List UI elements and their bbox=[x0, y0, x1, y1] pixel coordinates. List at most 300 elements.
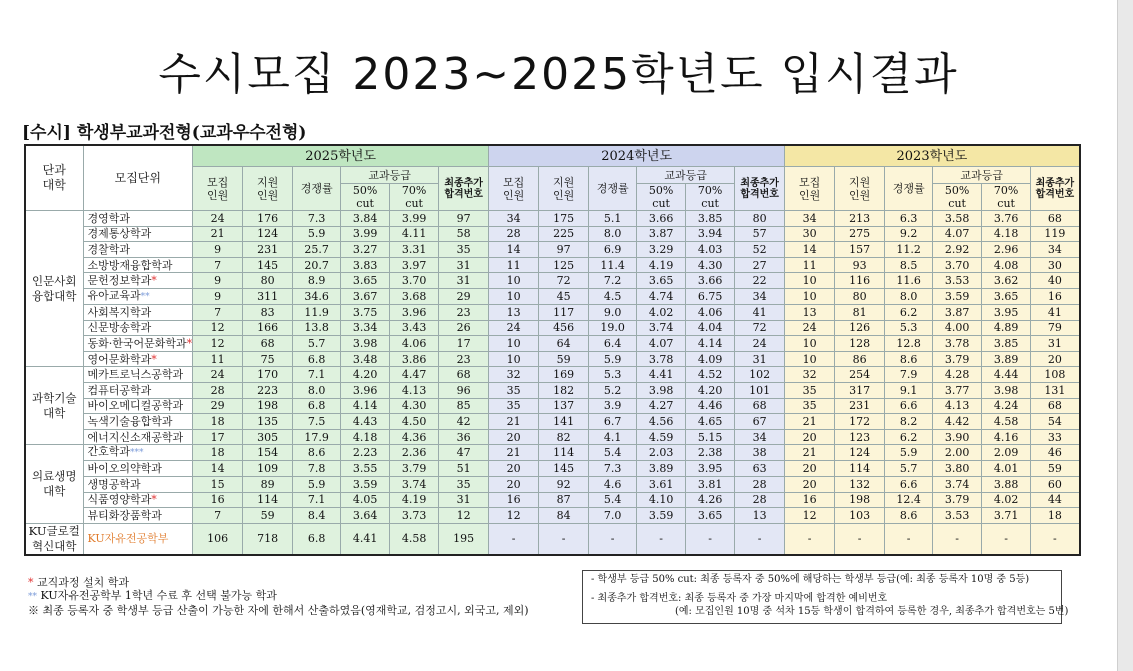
header-recruit-y23: 모집 인원 bbox=[785, 167, 835, 211]
cell-y24-ratio: 7.3 bbox=[589, 461, 637, 477]
cell-y25-ratio: 8.4 bbox=[293, 508, 341, 524]
cell-y25-ratio: 8.6 bbox=[293, 445, 341, 461]
header-2025: 2025학년도 bbox=[193, 145, 489, 167]
cell-y23-recruit: 30 bbox=[785, 226, 835, 242]
header-2023: 2023학년도 bbox=[785, 145, 1080, 167]
cell-y25-ratio: 20.7 bbox=[293, 257, 341, 273]
cell-y23-apply: 103 bbox=[835, 508, 885, 524]
table-row bbox=[25, 304, 1080, 320]
header-apply-y24: 지원 인원 bbox=[539, 167, 589, 211]
cell-y23-cut50: 4.42 bbox=[933, 414, 982, 430]
cell-y23-apply: 126 bbox=[835, 320, 885, 336]
footnote-free-major: ** KU자유전공학부 1학년 수료 후 선택 불가능 학과 bbox=[28, 589, 277, 602]
cell-y23-ratio: 5.3 bbox=[885, 320, 933, 336]
header-ratio-y25: 경쟁률 bbox=[293, 167, 341, 211]
header-apply-y23: 지원 인원 bbox=[835, 167, 885, 211]
cell-y25-final: 35 bbox=[439, 242, 489, 258]
unit-name: 경영학과 bbox=[83, 211, 193, 227]
cell-y25-final: 47 bbox=[439, 445, 489, 461]
cell-y25-final: 42 bbox=[439, 414, 489, 430]
cell-y25-cut50: 3.65 bbox=[341, 273, 390, 289]
cell-y24-cut70: 4.06 bbox=[686, 304, 735, 320]
cell-y23-cut50: 3.79 bbox=[933, 351, 982, 367]
cell-y23-final: 131 bbox=[1031, 382, 1080, 398]
cell-y23-ratio: 8.5 bbox=[885, 257, 933, 273]
cell-y25-apply: 718 bbox=[243, 523, 293, 555]
cell-y23-recruit: 10 bbox=[785, 336, 835, 352]
cell-y23-recruit: 13 bbox=[785, 304, 835, 320]
cell-y24-final: 13 bbox=[735, 508, 785, 524]
cell-y24-cut50: 3.66 bbox=[637, 211, 686, 227]
cell-y25-apply: 109 bbox=[243, 461, 293, 477]
cell-y23-cut50: 3.90 bbox=[933, 429, 982, 445]
cell-y24-ratio: 5.1 bbox=[589, 211, 637, 227]
cell-y25-recruit: 7 bbox=[193, 304, 243, 320]
unit-name: 메카트로닉스공학과 bbox=[83, 367, 193, 383]
cell-y25-cut70: 4.36 bbox=[390, 429, 439, 445]
cell-y23-cut70: 4.18 bbox=[982, 226, 1031, 242]
cell-y25-cut50: 4.14 bbox=[341, 398, 390, 414]
cell-y23-cut50: - bbox=[933, 523, 982, 555]
cell-y25-apply: 198 bbox=[243, 398, 293, 414]
cell-y24-apply: 84 bbox=[539, 508, 589, 524]
cell-y25-apply: 223 bbox=[243, 382, 293, 398]
cell-y23-ratio: 9.2 bbox=[885, 226, 933, 242]
cell-y24-apply: 117 bbox=[539, 304, 589, 320]
cell-y24-cut70: 4.30 bbox=[686, 257, 735, 273]
table-row bbox=[25, 429, 1080, 445]
cell-y25-ratio: 34.6 bbox=[293, 288, 341, 304]
cell-y23-recruit: 12 bbox=[785, 508, 835, 524]
cell-y25-final: 17 bbox=[439, 336, 489, 352]
cell-y25-recruit: 106 bbox=[193, 523, 243, 555]
cell-y23-ratio: 7.9 bbox=[885, 367, 933, 383]
cell-y25-cut70: 4.30 bbox=[390, 398, 439, 414]
definition-example: (예: 모집인원 10명 중 석차 15등 학생이 합격하여 등록한 경우, 최종추가 합격번호는 5번) bbox=[675, 606, 1069, 617]
cell-y23-final: 60 bbox=[1031, 476, 1080, 492]
section-subtitle: [수시] 학생부교과전형(교과우수전형) bbox=[22, 123, 307, 143]
cell-y23-cut70: 3.71 bbox=[982, 508, 1031, 524]
cell-y25-final: 195 bbox=[439, 523, 489, 555]
cell-y25-cut50: 3.84 bbox=[341, 211, 390, 227]
cell-y25-recruit: 9 bbox=[193, 273, 243, 289]
cell-y23-cut70: 4.02 bbox=[982, 492, 1031, 508]
unit-name: 컴퓨터공학과 bbox=[83, 382, 193, 398]
cell-y25-apply: 145 bbox=[243, 257, 293, 273]
cell-y23-cut70: 2.96 bbox=[982, 242, 1031, 258]
cell-y25-recruit: 12 bbox=[193, 320, 243, 336]
cell-y25-cut70: 3.68 bbox=[390, 288, 439, 304]
table-row bbox=[25, 414, 1080, 430]
cell-y24-cut70: 3.66 bbox=[686, 273, 735, 289]
cell-y24-recruit: 14 bbox=[489, 242, 539, 258]
cell-y23-apply: 128 bbox=[835, 336, 885, 352]
cell-y23-cut50: 3.58 bbox=[933, 211, 982, 227]
cell-y23-cut70: 4.24 bbox=[982, 398, 1031, 414]
cell-y24-cut70: 2.38 bbox=[686, 445, 735, 461]
cell-y23-ratio: 8.6 bbox=[885, 508, 933, 524]
cell-y24-cut70: 3.95 bbox=[686, 461, 735, 477]
cell-y25-cut50: 3.83 bbox=[341, 257, 390, 273]
cell-y23-cut50: 4.07 bbox=[933, 226, 982, 242]
cell-y24-cut70: 4.65 bbox=[686, 414, 735, 430]
cell-y25-cut70: 4.11 bbox=[390, 226, 439, 242]
cell-y25-ratio: 11.9 bbox=[293, 304, 341, 320]
cell-y25-apply: 176 bbox=[243, 211, 293, 227]
cell-y24-ratio: 6.7 bbox=[589, 414, 637, 430]
cell-y23-ratio: 6.2 bbox=[885, 429, 933, 445]
table-row bbox=[25, 257, 1080, 273]
cell-y23-cut50: 2.00 bbox=[933, 445, 982, 461]
cell-y25-ratio: 13.8 bbox=[293, 320, 341, 336]
cell-y25-final: 35 bbox=[439, 476, 489, 492]
table-row bbox=[25, 508, 1080, 524]
cell-y25-cut50: 3.67 bbox=[341, 288, 390, 304]
cell-y23-ratio: 11.6 bbox=[885, 273, 933, 289]
cell-y24-cut70: 4.14 bbox=[686, 336, 735, 352]
cell-y24-apply: 225 bbox=[539, 226, 589, 242]
cell-y23-recruit: - bbox=[785, 523, 835, 555]
cell-y23-ratio: 9.1 bbox=[885, 382, 933, 398]
cell-y23-apply: - bbox=[835, 523, 885, 555]
unit-name: 식품영양학과* bbox=[83, 492, 193, 508]
cell-y23-cut50: 4.28 bbox=[933, 367, 982, 383]
cell-y25-recruit: 24 bbox=[193, 211, 243, 227]
cell-y24-cut50: 4.07 bbox=[637, 336, 686, 352]
cell-y24-cut50: 4.74 bbox=[637, 288, 686, 304]
cell-y25-apply: 114 bbox=[243, 492, 293, 508]
cell-y23-cut70: - bbox=[982, 523, 1031, 555]
cell-y23-cut50: 4.13 bbox=[933, 398, 982, 414]
cell-y24-cut50: 2.03 bbox=[637, 445, 686, 461]
cell-y25-final: 58 bbox=[439, 226, 489, 242]
cell-y24-recruit: 21 bbox=[489, 414, 539, 430]
college-name: 의료생명 대학 bbox=[25, 445, 83, 523]
cell-y24-recruit: 34 bbox=[489, 211, 539, 227]
cell-y23-final: 79 bbox=[1031, 320, 1080, 336]
cell-y25-final: 97 bbox=[439, 211, 489, 227]
cell-y24-ratio: 7.0 bbox=[589, 508, 637, 524]
cell-y23-cut70: 4.44 bbox=[982, 367, 1031, 383]
unit-name: 간호학과*** bbox=[83, 445, 193, 461]
cell-y23-final: 108 bbox=[1031, 367, 1080, 383]
unit-name: KU자유전공학부 bbox=[83, 523, 193, 555]
cell-y23-cut70: 3.95 bbox=[982, 304, 1031, 320]
cell-y24-apply: 145 bbox=[539, 461, 589, 477]
cell-y23-ratio: 8.2 bbox=[885, 414, 933, 430]
cell-y25-apply: 89 bbox=[243, 476, 293, 492]
unit-name: 영어문화학과* bbox=[83, 351, 193, 367]
cell-y24-apply: 182 bbox=[539, 382, 589, 398]
table-row bbox=[25, 242, 1080, 258]
cell-y24-recruit: 21 bbox=[489, 445, 539, 461]
cell-y23-cut50: 3.79 bbox=[933, 492, 982, 508]
unit-mark: * bbox=[151, 352, 157, 366]
cell-y23-cut70: 3.98 bbox=[982, 382, 1031, 398]
cell-y23-recruit: 32 bbox=[785, 367, 835, 383]
cell-y24-final: 102 bbox=[735, 367, 785, 383]
cell-y24-final: 28 bbox=[735, 492, 785, 508]
cell-y25-recruit: 15 bbox=[193, 476, 243, 492]
cell-y25-cut50: 2.23 bbox=[341, 445, 390, 461]
cell-y24-recruit: 10 bbox=[489, 336, 539, 352]
page-title: 수시모집 2023~2025학년도 입시결과 bbox=[158, 49, 959, 100]
cell-y25-cut70: 4.58 bbox=[390, 523, 439, 555]
cell-y24-cut70: 4.04 bbox=[686, 320, 735, 336]
footnotes bbox=[28, 576, 529, 617]
cell-y25-ratio: 7.1 bbox=[293, 367, 341, 383]
cell-y23-apply: 157 bbox=[835, 242, 885, 258]
cell-y24-final: 80 bbox=[735, 211, 785, 227]
table-row bbox=[25, 398, 1080, 414]
unit-name: 바이오메디컬공학과 bbox=[83, 398, 193, 414]
header-2024: 2024학년도 bbox=[489, 145, 785, 167]
cell-y25-ratio: 17.9 bbox=[293, 429, 341, 445]
cell-y24-cut70: 4.26 bbox=[686, 492, 735, 508]
cell-y23-recruit: 34 bbox=[785, 211, 835, 227]
results-table bbox=[24, 144, 1081, 556]
cell-y24-ratio: 4.6 bbox=[589, 476, 637, 492]
cell-y23-recruit: 10 bbox=[785, 288, 835, 304]
cell-y24-final: 67 bbox=[735, 414, 785, 430]
cell-y23-final: 30 bbox=[1031, 257, 1080, 273]
cell-y23-apply: 123 bbox=[835, 429, 885, 445]
window-scrollbar[interactable] bbox=[1117, 0, 1133, 671]
unit-name: 생명공학과 bbox=[83, 476, 193, 492]
table-row bbox=[25, 445, 1080, 461]
cell-y23-ratio: 8.0 bbox=[885, 288, 933, 304]
header-ratio-y23: 경쟁률 bbox=[885, 167, 933, 211]
cell-y24-cut50: 4.19 bbox=[637, 257, 686, 273]
unit-name: 뷰티화장품학과 bbox=[83, 508, 193, 524]
cell-y23-final: 54 bbox=[1031, 414, 1080, 430]
cell-y24-cut50: - bbox=[637, 523, 686, 555]
cell-y25-cut50: 3.96 bbox=[341, 382, 390, 398]
cell-y24-apply: 169 bbox=[539, 367, 589, 383]
cell-y23-cut50: 3.74 bbox=[933, 476, 982, 492]
cell-y23-cut50: 3.80 bbox=[933, 461, 982, 477]
header-recruit-y25: 모집 인원 bbox=[193, 167, 243, 211]
cell-y23-cut70: 4.58 bbox=[982, 414, 1031, 430]
cell-y23-recruit: 16 bbox=[785, 492, 835, 508]
cell-y23-apply: 116 bbox=[835, 273, 885, 289]
table-row bbox=[25, 336, 1080, 352]
table-row bbox=[25, 492, 1080, 508]
cell-y24-apply: 456 bbox=[539, 320, 589, 336]
cell-y25-recruit: 12 bbox=[193, 336, 243, 352]
cell-y24-apply: 72 bbox=[539, 273, 589, 289]
cell-y24-cut50: 3.98 bbox=[637, 382, 686, 398]
cell-y25-cut50: 3.34 bbox=[341, 320, 390, 336]
header-grade-y23: 교과등급 bbox=[933, 167, 1031, 184]
cell-y25-cut50: 3.55 bbox=[341, 461, 390, 477]
cell-y23-cut50: 4.00 bbox=[933, 320, 982, 336]
unit-name: 문헌정보학과* bbox=[83, 273, 193, 289]
unit-name: 소방방재융합학과 bbox=[83, 257, 193, 273]
cell-y24-apply: - bbox=[539, 523, 589, 555]
cell-y23-cut50: 3.53 bbox=[933, 508, 982, 524]
cell-y25-cut50: 3.59 bbox=[341, 476, 390, 492]
cell-y24-apply: 141 bbox=[539, 414, 589, 430]
cell-y24-apply: 82 bbox=[539, 429, 589, 445]
cell-y25-ratio: 7.1 bbox=[293, 492, 341, 508]
cell-y24-final: 63 bbox=[735, 461, 785, 477]
cell-y23-cut50: 2.92 bbox=[933, 242, 982, 258]
cell-y24-recruit: 32 bbox=[489, 367, 539, 383]
header-apply-y25: 지원 인원 bbox=[243, 167, 293, 211]
cell-y24-cut50: 4.56 bbox=[637, 414, 686, 430]
cell-y25-apply: 311 bbox=[243, 288, 293, 304]
cell-y24-recruit: 12 bbox=[489, 508, 539, 524]
cell-y25-ratio: 8.9 bbox=[293, 273, 341, 289]
table-row bbox=[25, 273, 1080, 289]
cell-y23-apply: 275 bbox=[835, 226, 885, 242]
cell-y25-final: 31 bbox=[439, 492, 489, 508]
cell-y23-cut70: 4.08 bbox=[982, 257, 1031, 273]
cell-y25-cut70: 3.79 bbox=[390, 461, 439, 477]
cell-y25-ratio: 5.9 bbox=[293, 476, 341, 492]
cell-y25-recruit: 9 bbox=[193, 288, 243, 304]
college-name: 인문사회 융합대학 bbox=[25, 211, 83, 367]
cell-y23-cut50: 3.87 bbox=[933, 304, 982, 320]
cell-y23-apply: 86 bbox=[835, 351, 885, 367]
cell-y25-final: 29 bbox=[439, 288, 489, 304]
cell-y25-cut50: 3.64 bbox=[341, 508, 390, 524]
cell-y25-final: 51 bbox=[439, 461, 489, 477]
cell-y25-final: 23 bbox=[439, 351, 489, 367]
header-final-y24: 최종추가 합격번호 bbox=[735, 167, 785, 211]
header-50cut-y23: 50% cut bbox=[933, 184, 982, 211]
cell-y24-apply: 137 bbox=[539, 398, 589, 414]
cell-y25-apply: 170 bbox=[243, 367, 293, 383]
header-70cut-y25: 70% cut bbox=[390, 184, 439, 211]
cell-y24-cut50: 3.74 bbox=[637, 320, 686, 336]
cell-y25-ratio: 6.8 bbox=[293, 351, 341, 367]
cell-y23-apply: 114 bbox=[835, 461, 885, 477]
cell-y23-final: 18 bbox=[1031, 508, 1080, 524]
cell-y24-cut70: 3.65 bbox=[686, 508, 735, 524]
cell-y25-final: 26 bbox=[439, 320, 489, 336]
cell-y24-cut50: 3.87 bbox=[637, 226, 686, 242]
cell-y23-recruit: 10 bbox=[785, 351, 835, 367]
unit-name: 녹색기술융합학과 bbox=[83, 414, 193, 430]
cell-y23-final: 31 bbox=[1031, 336, 1080, 352]
cell-y24-ratio: 5.2 bbox=[589, 382, 637, 398]
cell-y23-ratio: 12.8 bbox=[885, 336, 933, 352]
cell-y25-recruit: 11 bbox=[193, 351, 243, 367]
cell-y24-final: 38 bbox=[735, 445, 785, 461]
college-name: 과학기술 대학 bbox=[25, 367, 83, 445]
cell-y25-recruit: 17 bbox=[193, 429, 243, 445]
unit-mark: * bbox=[186, 336, 193, 350]
cell-y24-final: - bbox=[735, 523, 785, 555]
cell-y24-final: 41 bbox=[735, 304, 785, 320]
unit-name: 바이오의약학과 bbox=[83, 461, 193, 477]
cell-y25-cut70: 4.06 bbox=[390, 336, 439, 352]
cell-y24-final: 72 bbox=[735, 320, 785, 336]
cell-y23-recruit: 35 bbox=[785, 398, 835, 414]
cell-y25-apply: 59 bbox=[243, 508, 293, 524]
cell-y25-final: 23 bbox=[439, 304, 489, 320]
cell-y24-ratio: 6.4 bbox=[589, 336, 637, 352]
cell-y24-ratio: 9.0 bbox=[589, 304, 637, 320]
cell-y25-final: 31 bbox=[439, 273, 489, 289]
cell-y24-recruit: - bbox=[489, 523, 539, 555]
cell-y23-apply: 93 bbox=[835, 257, 885, 273]
cell-y24-recruit: 24 bbox=[489, 320, 539, 336]
cell-y25-cut50: 4.20 bbox=[341, 367, 390, 383]
table-row bbox=[25, 382, 1080, 398]
cell-y24-recruit: 28 bbox=[489, 226, 539, 242]
cell-y23-ratio: 5.7 bbox=[885, 461, 933, 477]
cell-y25-final: 12 bbox=[439, 508, 489, 524]
cell-y24-cut50: 3.29 bbox=[637, 242, 686, 258]
cell-y25-recruit: 18 bbox=[193, 414, 243, 430]
header-unit: 모집단위 bbox=[83, 145, 193, 211]
cell-y25-final: 36 bbox=[439, 429, 489, 445]
cell-y25-cut50: 4.05 bbox=[341, 492, 390, 508]
cell-y23-recruit: 24 bbox=[785, 320, 835, 336]
cell-y25-apply: 75 bbox=[243, 351, 293, 367]
cell-y24-final: 57 bbox=[735, 226, 785, 242]
cell-y24-ratio: 5.3 bbox=[589, 367, 637, 383]
cell-y23-recruit: 20 bbox=[785, 429, 835, 445]
cell-y24-apply: 175 bbox=[539, 211, 589, 227]
cell-y23-final: 41 bbox=[1031, 304, 1080, 320]
cell-y24-recruit: 20 bbox=[489, 461, 539, 477]
cell-y25-recruit: 18 bbox=[193, 445, 243, 461]
cell-y25-apply: 166 bbox=[243, 320, 293, 336]
cell-y23-apply: 317 bbox=[835, 382, 885, 398]
header-grade-y24: 교과등급 bbox=[637, 167, 735, 184]
cell-y25-apply: 231 bbox=[243, 242, 293, 258]
unit-name: 유아교육과** bbox=[83, 288, 193, 304]
header-50cut-y25: 50% cut bbox=[341, 184, 390, 211]
cell-y25-final: 96 bbox=[439, 382, 489, 398]
cell-y23-final: 119 bbox=[1031, 226, 1080, 242]
definitions-box bbox=[582, 570, 1069, 624]
cell-y24-recruit: 35 bbox=[489, 398, 539, 414]
cell-y25-cut70: 3.86 bbox=[390, 351, 439, 367]
cell-y25-recruit: 9 bbox=[193, 242, 243, 258]
header-final-y23: 최종추가 합격번호 bbox=[1031, 167, 1080, 211]
cell-y23-cut50: 3.53 bbox=[933, 273, 982, 289]
cell-y24-recruit: 10 bbox=[489, 351, 539, 367]
cell-y24-final: 22 bbox=[735, 273, 785, 289]
cell-y23-recruit: 21 bbox=[785, 414, 835, 430]
cell-y24-cut50: 3.59 bbox=[637, 508, 686, 524]
cell-y24-cut70: 3.94 bbox=[686, 226, 735, 242]
cell-y25-ratio: 5.9 bbox=[293, 226, 341, 242]
cell-y25-apply: 305 bbox=[243, 429, 293, 445]
cell-y23-final: - bbox=[1031, 523, 1080, 555]
cell-y23-recruit: 20 bbox=[785, 476, 835, 492]
unit-name: 경찰학과 bbox=[83, 242, 193, 258]
cell-y25-cut70: 3.96 bbox=[390, 304, 439, 320]
cell-y24-ratio: 6.9 bbox=[589, 242, 637, 258]
header-college: 단과 대학 bbox=[25, 145, 83, 211]
table-row bbox=[25, 211, 1080, 227]
cell-y23-apply: 198 bbox=[835, 492, 885, 508]
cell-y25-cut50: 4.43 bbox=[341, 414, 390, 430]
cell-y25-apply: 80 bbox=[243, 273, 293, 289]
table-row bbox=[25, 461, 1080, 477]
table-row bbox=[25, 367, 1080, 383]
table-row bbox=[25, 226, 1080, 242]
cell-y25-cut70: 4.47 bbox=[390, 367, 439, 383]
cell-y24-ratio: 8.0 bbox=[589, 226, 637, 242]
cell-y24-ratio: 5.4 bbox=[589, 445, 637, 461]
